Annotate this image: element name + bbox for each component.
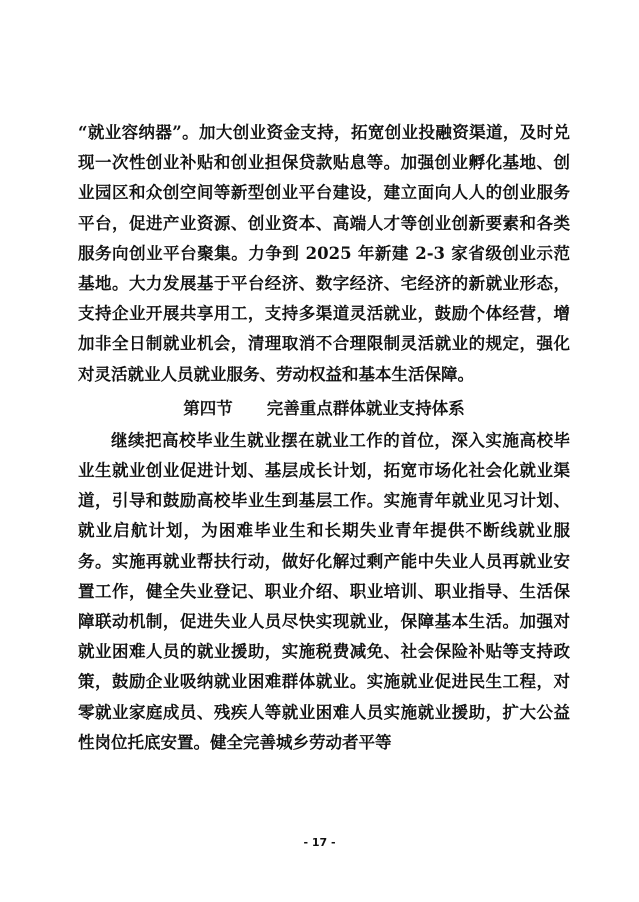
body-paragraph: 继续把高校毕业生就业摆在就业工作的首位，深入实施高校毕业生就业创业促进计划、基层成长计划，拓宽市场化社会化就业渠道，引导和鼓励高校毕业生到基层工作。实施青年就业见习计划、就业启航计划，为困难毕业生和长期失业青年提供不断线就业服务。实施再就业帮扶行动，做好化解过剩产能中失业人员再就业安置工作，健全失业登记、职业介绍、职业培训、职业指导、生活保障联动机制，促进失业人员尽快实现就业，保障基本生活。加强对就业困难人员的就业援助，实施税费减免、社会保险补贴等支持政策，鼓励企业吸纳就业困难群体就业。实施就业促进民生工程，对零就业家庭成员、残疾人等就业困难人员实施就业援助，扩大公益性岗位托底安置。健全完善城乡劳动者平等 [78,430,570,752]
document-body [78,118,570,758]
section-heading [78,392,570,426]
page-number: - 17 - [303,836,336,849]
section-title: 完善重点群体就业支持体系 [266,398,465,418]
section-number: 第四节 [183,398,233,418]
body-paragraph-continuation: “就业容纳器”。加大创业资金支持，拓宽创业投融资渠道，及时兑现一次性创业补贴和创业担保贷款贴息等。加强创业孵化基地、创业园区和众创空间等新型创业平台建设，建立面向人人的创业服务平台，促进产业资源、创业资本、高端人才等创业创新要素和各类服务向创业平台聚集。力争到 2025 年新建 2-3 家省级创业示范基地。大力发展基于平台经济、数字经济、宅经济的新就业形态，支持企业开展共享用工，支持多渠道灵活就业，鼓励个体经营，增加非全日制就业机会，清理取消不合理限制灵活就业的规定，强化对灵活就业人员就业服务、劳动权益和基本生活保障。 [78,123,570,384]
